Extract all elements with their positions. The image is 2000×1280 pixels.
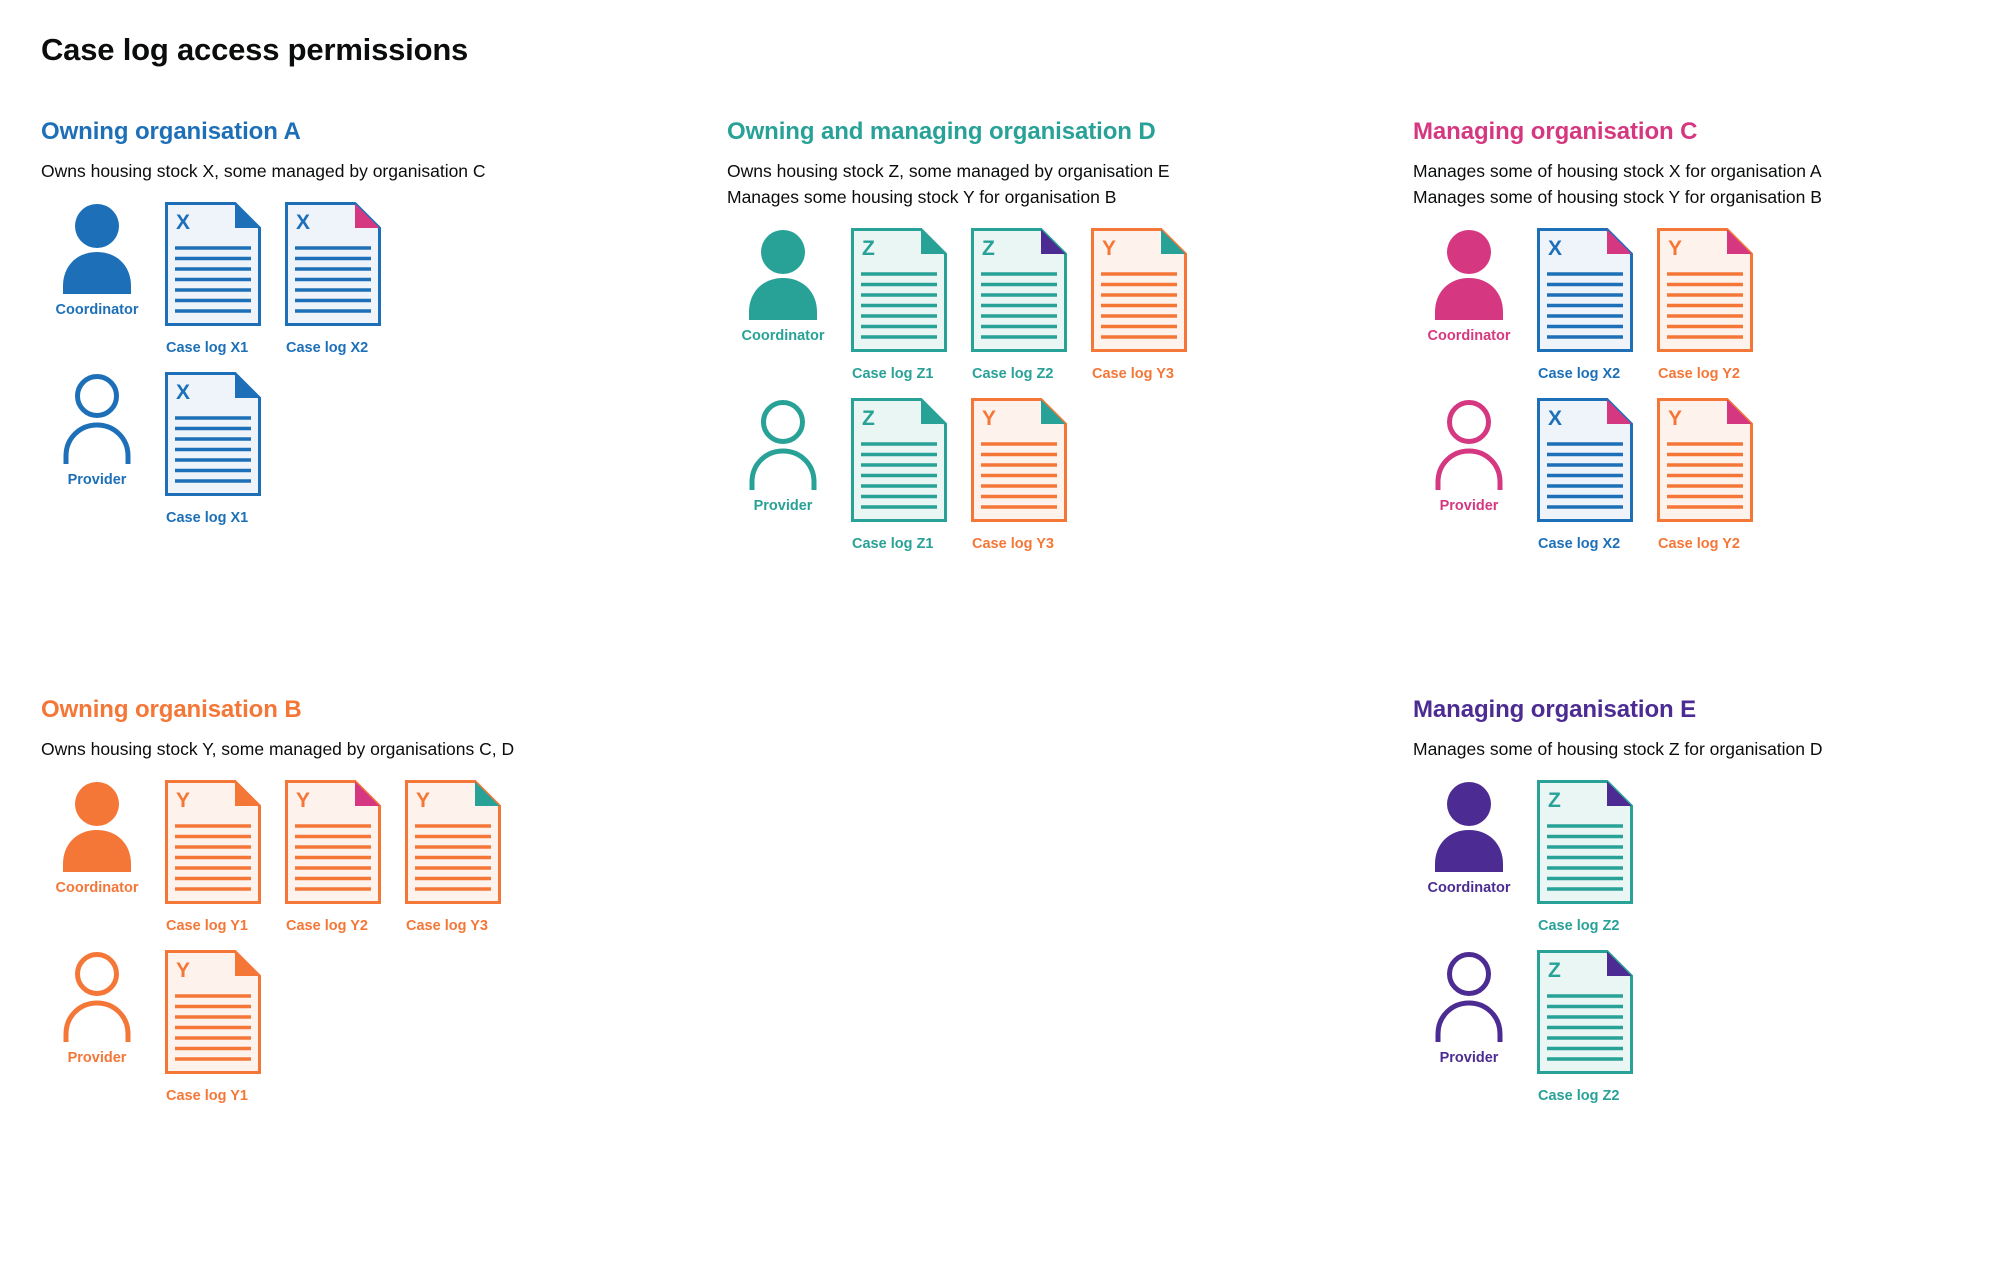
role-row-coordinator [41, 202, 681, 356]
person-provider [727, 398, 839, 514]
housing-stock-letter: Y [1668, 237, 1683, 260]
role-row-coordinator [727, 228, 1367, 382]
role-row-coordinator [41, 780, 681, 934]
user-icon [55, 372, 139, 464]
person-role-label: Provider [67, 1050, 127, 1066]
user-icon [741, 228, 825, 320]
case-log-caption: Case log X2 [1538, 366, 1621, 382]
user-icon [1427, 950, 1511, 1042]
case-log-caption: Case log Y3 [406, 918, 488, 934]
panel-description-line: Manages some of housing stock Z for organisation D [1413, 739, 1823, 759]
panel-managing-organisation-e [1413, 696, 2000, 1120]
document-icon [285, 780, 393, 914]
panel-description-line: Owns housing stock X, some managed by organisation C [41, 161, 486, 181]
housing-stock-letter: X [1548, 407, 1563, 430]
person-role-label: Provider [1439, 1050, 1499, 1066]
panel-description [727, 158, 1367, 210]
document-icon [285, 202, 393, 336]
person-role-label: Coordinator [1427, 328, 1511, 344]
case-log-card[interactable] [1657, 398, 1765, 552]
role-row-provider [41, 372, 681, 526]
document-icon [1537, 780, 1645, 914]
user-icon [55, 780, 139, 872]
panel-heading: Managing organisation E [1413, 696, 1697, 723]
case-log-caption: Case log Z1 [852, 366, 934, 382]
housing-stock-letter: Y [1668, 407, 1683, 430]
housing-stock-letter: Z [862, 237, 875, 260]
document-icon [1091, 228, 1199, 362]
case-log-caption: Case log Y1 [166, 1088, 248, 1104]
housing-stock-letter: Y [416, 789, 431, 812]
housing-stock-letter: Z [1548, 789, 1561, 812]
case-log-card[interactable] [1537, 228, 1645, 382]
case-log-group [165, 202, 393, 356]
case-log-caption: Case log Z2 [1538, 1088, 1620, 1104]
case-log-group [165, 950, 273, 1104]
case-log-caption: Case log Z2 [972, 366, 1054, 382]
document-icon [971, 228, 1079, 362]
document-icon [1537, 950, 1645, 1084]
case-log-card[interactable] [405, 780, 513, 934]
person-role-label: Provider [67, 472, 127, 488]
case-log-caption: Case log Z2 [1538, 918, 1620, 934]
case-log-caption: Case log Y3 [1092, 366, 1174, 382]
user-icon [741, 398, 825, 490]
case-log-caption: Case log X2 [1538, 536, 1621, 552]
case-log-card[interactable] [285, 202, 393, 356]
case-log-group [1537, 228, 1765, 382]
person-provider [1413, 398, 1525, 514]
case-log-card[interactable] [165, 780, 273, 934]
document-icon [165, 372, 273, 506]
case-log-card[interactable] [285, 780, 393, 934]
housing-stock-letter: Y [176, 789, 191, 812]
user-icon [55, 202, 139, 294]
case-log-group [851, 398, 1079, 552]
role-row-provider [1413, 398, 2000, 552]
case-log-caption: Case log X1 [166, 510, 249, 526]
case-log-card[interactable] [1537, 398, 1645, 552]
panel-owning-and-managing-organisation-d [727, 118, 1367, 568]
housing-stock-letter: Z [862, 407, 875, 430]
document-icon [851, 398, 959, 532]
case-log-caption: Case log Y2 [1658, 366, 1740, 382]
housing-stock-letter: Y [982, 407, 997, 430]
case-log-card[interactable] [1537, 950, 1645, 1104]
panel-description [41, 736, 681, 762]
person-role-label: Coordinator [55, 880, 139, 896]
user-icon [55, 950, 139, 1042]
role-row-provider [727, 398, 1367, 552]
panel-heading: Owning and managing organisation D [727, 118, 1156, 145]
case-log-group [165, 372, 273, 526]
housing-stock-letter: Z [1548, 959, 1561, 982]
document-icon [1657, 228, 1765, 362]
case-log-card[interactable] [1657, 228, 1765, 382]
panel-heading: Managing organisation C [1413, 118, 1698, 145]
person-role-label: Coordinator [741, 328, 825, 344]
case-log-card[interactable] [851, 398, 959, 552]
case-log-group [851, 228, 1199, 382]
document-icon [971, 398, 1079, 532]
person-provider [1413, 950, 1525, 1066]
housing-stock-letter: Z [982, 237, 995, 260]
document-icon [165, 202, 273, 336]
panel-description-line: Manages some of housing stock X for organisation A [1413, 161, 1822, 181]
role-row-provider [1413, 950, 2000, 1104]
case-log-card[interactable] [971, 228, 1079, 382]
person-role-label: Provider [1439, 498, 1499, 514]
page-title: Case log access permissions [41, 32, 469, 67]
person-role-label: Provider [753, 498, 813, 514]
housing-stock-letter: Y [296, 789, 311, 812]
case-log-group [165, 780, 513, 934]
panel-heading: Owning organisation B [41, 696, 302, 723]
case-log-caption: Case log Y3 [972, 536, 1054, 552]
case-log-caption: Case log Y2 [286, 918, 368, 934]
case-log-card[interactable] [971, 398, 1079, 552]
person-provider [41, 372, 153, 488]
document-icon [851, 228, 959, 362]
panel-description [41, 158, 681, 184]
panel-description-line: Manages some of housing stock Y for organisation B [1413, 187, 1822, 207]
person-coordinator [1413, 228, 1525, 344]
person-coordinator [727, 228, 839, 344]
housing-stock-letter: Y [176, 959, 191, 982]
case-log-card[interactable] [165, 202, 273, 356]
panel-heading: Owning organisation A [41, 118, 301, 145]
case-log-caption: Case log X1 [166, 340, 249, 356]
person-provider [41, 950, 153, 1066]
document-icon [1537, 398, 1645, 532]
panel-description [1413, 736, 2000, 762]
person-coordinator [41, 780, 153, 896]
document-icon [405, 780, 513, 914]
user-icon [1427, 398, 1511, 490]
panel-description [1413, 158, 2000, 210]
housing-stock-letter: X [296, 211, 311, 234]
document-icon [165, 950, 273, 1084]
case-log-caption: Case log Y1 [166, 918, 248, 934]
role-row-provider [41, 950, 681, 1104]
panel-owning-organisation-a [41, 118, 681, 542]
case-log-caption: Case log Z1 [852, 536, 934, 552]
case-log-card[interactable] [851, 228, 959, 382]
panel-description-line: Manages some housing stock Y for organisation B [727, 187, 1117, 207]
panel-description-line: Owns housing stock Y, some managed by organisations C, D [41, 739, 515, 759]
case-log-card[interactable] [1091, 228, 1199, 382]
case-log-group [1537, 398, 1765, 552]
case-log-caption: Case log X2 [286, 340, 369, 356]
case-log-group [1537, 950, 1645, 1104]
person-coordinator [1413, 780, 1525, 896]
document-icon [1657, 398, 1765, 532]
user-icon [1427, 228, 1511, 320]
case-log-card[interactable] [165, 950, 273, 1104]
person-role-label: Coordinator [55, 302, 139, 318]
role-row-coordinator [1413, 780, 2000, 934]
panel-description-line: Owns housing stock Z, some managed by organisation E [727, 161, 1170, 181]
role-row-coordinator [1413, 228, 2000, 382]
document-icon [165, 780, 273, 914]
document-icon [1537, 228, 1645, 362]
user-icon [1427, 780, 1511, 872]
case-log-group [1537, 780, 1645, 934]
panel-owning-organisation-b [41, 696, 681, 1120]
case-log-caption: Case log Y2 [1658, 536, 1740, 552]
panel-managing-organisation-c [1413, 118, 2000, 568]
housing-stock-letter: X [176, 211, 191, 234]
person-coordinator [41, 202, 153, 318]
case-log-card[interactable] [165, 372, 273, 526]
person-role-label: Coordinator [1427, 880, 1511, 896]
housing-stock-letter: Y [1102, 237, 1117, 260]
housing-stock-letter: X [176, 381, 191, 404]
housing-stock-letter: X [1548, 237, 1563, 260]
case-log-card[interactable] [1537, 780, 1645, 934]
